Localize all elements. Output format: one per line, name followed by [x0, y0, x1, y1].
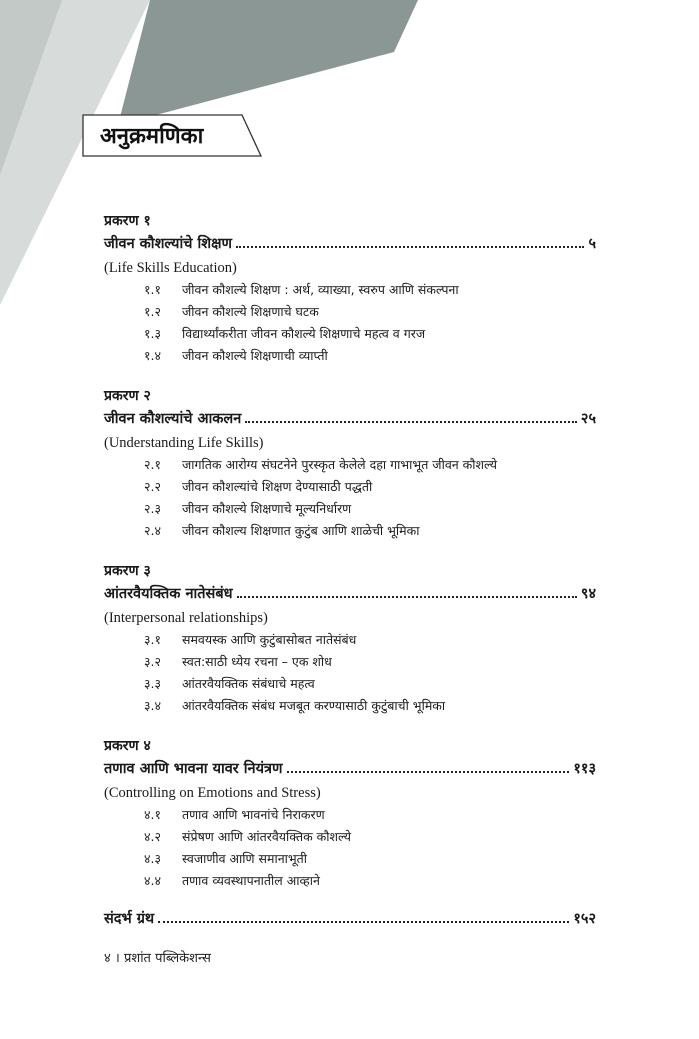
subsection-number: ३.४	[144, 698, 161, 713]
chapter-2	[104, 387, 596, 542]
subsection-number: ३.१	[144, 632, 161, 647]
chapter-english-title: (Controlling on Emotions and Stress)	[104, 785, 321, 801]
dot-leader	[158, 920, 569, 923]
subsection-number: ४.१	[144, 807, 161, 822]
subsection-item	[104, 695, 596, 717]
subsection-number: ३.२	[144, 654, 161, 669]
chapter-page-number: २५	[580, 411, 596, 427]
chapter-title: जीवन कौशल्यांचे आकलन	[104, 411, 242, 427]
references-page-number: १५२	[573, 911, 596, 927]
chapter-4	[104, 737, 596, 892]
subsection-item	[104, 454, 596, 476]
subsection-text: जीवन कौशल्य शिक्षणात कुटुंब आणि शाळेची भूमिका	[182, 523, 420, 538]
chapter-title: तणाव आणि भावना यावर नियंत्रण	[104, 761, 283, 777]
subsection-text: समवयस्क आणि कुटुंबासोबत नातेसंबंध	[182, 632, 357, 647]
subsection-item	[104, 826, 596, 848]
chapter-page-number: ११३	[573, 761, 596, 777]
subsection-text: जीवन कौशल्ये शिक्षणाची व्याप्ती	[182, 348, 328, 363]
subsection-item	[104, 673, 596, 695]
subsection-text: स्वत:साठी ध्येय रचना – एक शोध	[182, 654, 332, 669]
subsection-number: ४.४	[144, 873, 161, 888]
subsection-text: आंतरवैयक्तिक संबंधाचे महत्व	[182, 676, 315, 691]
subsection-text: तणाव आणि भावनांचे निराकरण	[182, 807, 325, 822]
subsection-item	[104, 476, 596, 498]
chapter-label: प्रकरण १	[104, 213, 151, 229]
chapter-title: आंतरवैयक्तिक नातेसंबंध	[104, 586, 233, 602]
subsection-text: आंतरवैयक्तिक संबंध मजबूत करण्यासाठी कुटुंबाची भूमिका	[182, 698, 446, 713]
subsection-item	[104, 870, 596, 892]
subsection-item	[104, 498, 596, 520]
references-title: संदर्भ ग्रंथ	[104, 911, 155, 927]
subsection-text: संप्रेषण आणि आंतरवैयक्तिक कौशल्ये	[182, 829, 351, 844]
subsection-text: स्वजाणीव आणि समानाभूती	[182, 851, 308, 866]
subsection-item	[104, 323, 596, 345]
subsection-number: ४.३	[144, 851, 161, 866]
chapter-title-row[interactable]	[104, 233, 596, 257]
chapter-page-number: ९४	[580, 586, 596, 602]
subsection-text: जागतिक आरोग्य संघटनेने पुरस्कृत केलेले दहा गाभाभूत जीवन कौशल्ये	[182, 457, 497, 472]
subsection-item	[104, 804, 596, 826]
subsection-number: २.२	[144, 479, 161, 494]
chapter-title: जीवन कौशल्यांचे शिक्षण	[104, 236, 232, 252]
chapter-label: प्रकरण ३	[104, 563, 151, 579]
subsection-number: ३.३	[144, 676, 161, 691]
dot-leader	[236, 245, 584, 248]
subsection-text: विद्यार्थ्यांकरीता जीवन कौशल्ये शिक्षणाचे महत्व व गरज	[182, 326, 426, 341]
subsection-number: १.२	[144, 304, 161, 319]
dot-leader	[237, 595, 577, 598]
contents-heading-box	[82, 114, 262, 157]
subsection-text: जीवन कौशल्ये शिक्षणाचे घटक	[182, 304, 319, 319]
subsection-item	[104, 848, 596, 870]
chapter-english-title: (Life Skills Education)	[104, 260, 237, 276]
subsection-item	[104, 301, 596, 323]
dot-leader	[245, 420, 577, 423]
chapter-label: प्रकरण २	[104, 388, 151, 404]
chapter-title-row[interactable]	[104, 408, 596, 432]
subsection-item	[104, 520, 596, 542]
references-row[interactable]	[104, 908, 596, 928]
chapter-3	[104, 562, 596, 717]
dark-gray-banner	[118, 0, 418, 125]
chapter-english-title: (Interpersonal relationships)	[104, 610, 268, 626]
page-title: अनुक्रमणिका	[100, 124, 204, 149]
page-footer: ४ । प्रशांत पब्लिकेशन्स	[104, 951, 211, 966]
subsection-number: २.३	[144, 501, 161, 516]
subsection-text: जीवन कौशल्ये शिक्षण : अर्थ, व्याख्या, स्वरुप आणि संकल्पना	[182, 282, 459, 297]
chapter-page-number: ५	[588, 236, 596, 252]
subsection-number: १.४	[144, 348, 161, 363]
subsection-number: २.१	[144, 457, 161, 472]
subsection-number: २.४	[144, 523, 161, 538]
dot-leader	[287, 770, 570, 773]
chapter-english-title: (Understanding Life Skills)	[104, 435, 264, 451]
subsection-item	[104, 345, 596, 367]
subsection-item	[104, 629, 596, 651]
chapter-1	[104, 212, 596, 367]
subsection-number: ४.२	[144, 829, 161, 844]
subsection-item	[104, 651, 596, 673]
subsection-item	[104, 279, 596, 301]
chapter-title-row[interactable]	[104, 583, 596, 607]
subsection-text: जीवन कौशल्ये शिक्षणाचे मूल्यनिर्धारण	[182, 501, 352, 516]
subsection-text: तणाव व्यवस्थापनातील आव्हाने	[182, 873, 320, 888]
subsection-text: जीवन कौशल्यांचे शिक्षण देण्यासाठी पद्धती	[182, 479, 373, 494]
chapter-title-row[interactable]	[104, 758, 596, 782]
subsection-number: १.३	[144, 326, 161, 341]
chapter-label: प्रकरण ४	[104, 738, 151, 754]
subsection-number: १.१	[144, 282, 161, 297]
